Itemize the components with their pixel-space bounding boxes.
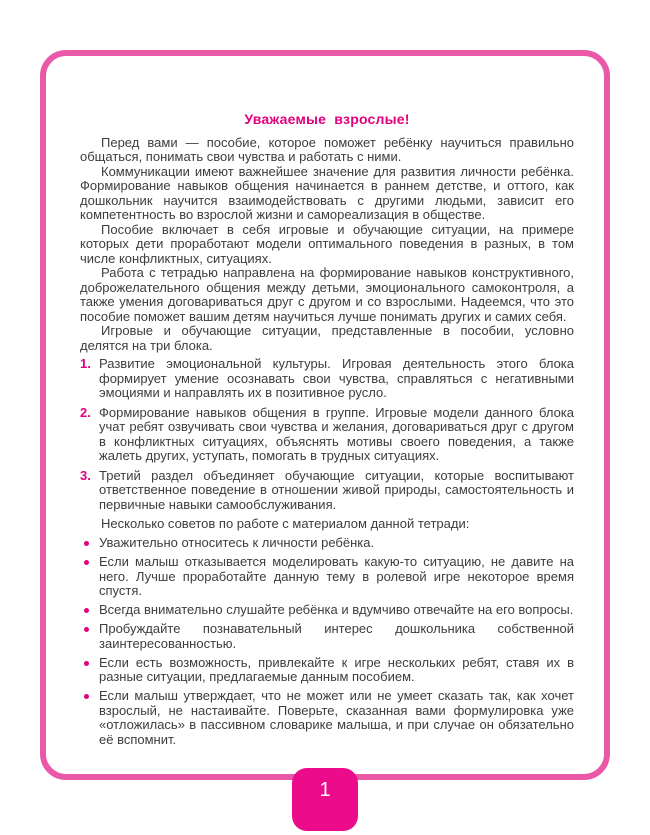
list-item-text: Развитие эмоциональной культуры. Игровая деятельность этого блока формирует умение осознавать свои чувства, справляться с негативными эмоциями и направлять их в позитивное русло.	[99, 356, 574, 400]
communication-paragraph: Коммуникации имеют важнейшее значение для развития личности ребёнка. Формирование навыков общения начинается в раннем детстве, и оттого, как дошкольник научится взаимодействовать с другими людьми, зависит его компетентность во взрослой жизни и самореализация в обществе.	[80, 163, 574, 222]
advice-item-text: Уважительно относитесь к личности ребёнка.	[99, 535, 375, 550]
advice-item-text: Всегда внимательно слушайте ребёнка и вдумчиво отвечайте на его вопросы.	[99, 602, 574, 617]
advice-item	[80, 536, 574, 551]
numbered-list-item	[80, 357, 574, 401]
advice-item	[80, 622, 574, 651]
list-number: 1.	[80, 356, 91, 371]
advice-item	[80, 603, 574, 618]
advice-item	[80, 555, 574, 599]
bullet-dot-icon	[84, 608, 89, 613]
bullet-dot-icon	[84, 560, 89, 565]
page-content	[80, 112, 574, 747]
advice-list	[80, 536, 574, 747]
advice-item-text: Если малыш утверждает, что не может или не умеет сказать так, как хочет взрослый, не настаивайте. Поверьте, сказанная вами формулировка уже «отложилась» в пассивном словарике малыша, и при случае он обязательно её вспомнит.	[99, 688, 574, 747]
situations-paragraph: Пособие включает в себя игровые и обучающие ситуации, на примере которых дети проработают модели оптимального поведения в разных, в том числе конфликтных, ситуациях.	[80, 221, 574, 266]
list-item-text: Третий раздел объединяет обучающие ситуации, которые воспитывают ответственное поведение в отношении живой природы, самостоятельность и первичные навыки самообслуживания.	[99, 467, 574, 512]
list-number: 2.	[80, 404, 91, 420]
workbook-goal-paragraph: Работа с тетрадью направлена на формирование навыков конструктивного, доброжелательного общения между детьми, эмоционального самоконтроля, а также умения договариваться друг с другом и со взрослыми. Надеемся, что это пособие поможет вашим детям научиться лучше понимать других и самих себя.	[80, 265, 574, 324]
page-title: Уважаемые взрослые!	[244, 111, 410, 127]
advice-item-text: Если малыш отказывается моделировать какую-то ситуацию, не давите на него. Лучше проработайте данную тему в ролевой игре некоторое время спустя.	[99, 554, 574, 598]
bullet-dot-icon	[84, 541, 89, 546]
blocks-intro-paragraph: Игровые и обучающие ситуации, представленные в пособии, условно делятся на три блока.	[80, 323, 574, 353]
page-number: 1	[319, 779, 331, 801]
advice-item	[80, 689, 574, 747]
list-item-text: Формирование навыков общения в группе. Игровые модели данного блока учат ребят озвучивать свои чувства и желания, договариваться друг с другом в конфликтных ситуациях, объяснять мотивы своего поведения, а также жалеть других, уступать, помогать в трудных ситуациях.	[99, 404, 574, 463]
advice-item-text: Пробуждайте познавательный интерес дошкольника собственной заинтересованностью.	[99, 621, 574, 651]
advice-item-text: Если есть возможность, привлекайте к игре нескольких ребят, ставя их в разные ситуации, предлагаемые данным пособием.	[99, 654, 574, 684]
advice-item	[80, 656, 574, 685]
intro-paragraph: Перед вами — пособие, которое поможет ребёнку научиться правильно общаться, понимать свои чувства и работать с ними.	[80, 134, 574, 164]
list-number: 3.	[80, 467, 91, 483]
numbered-list	[80, 357, 574, 512]
bullet-dot-icon	[84, 694, 89, 699]
bullet-dot-icon	[84, 661, 89, 666]
bullet-dot-icon	[84, 627, 89, 632]
numbered-list-item	[80, 469, 574, 513]
numbered-list-item	[80, 406, 574, 464]
page-number-badge	[292, 768, 358, 831]
advice-intro: Несколько советов по работе с материалом данной тетради:	[101, 516, 470, 531]
